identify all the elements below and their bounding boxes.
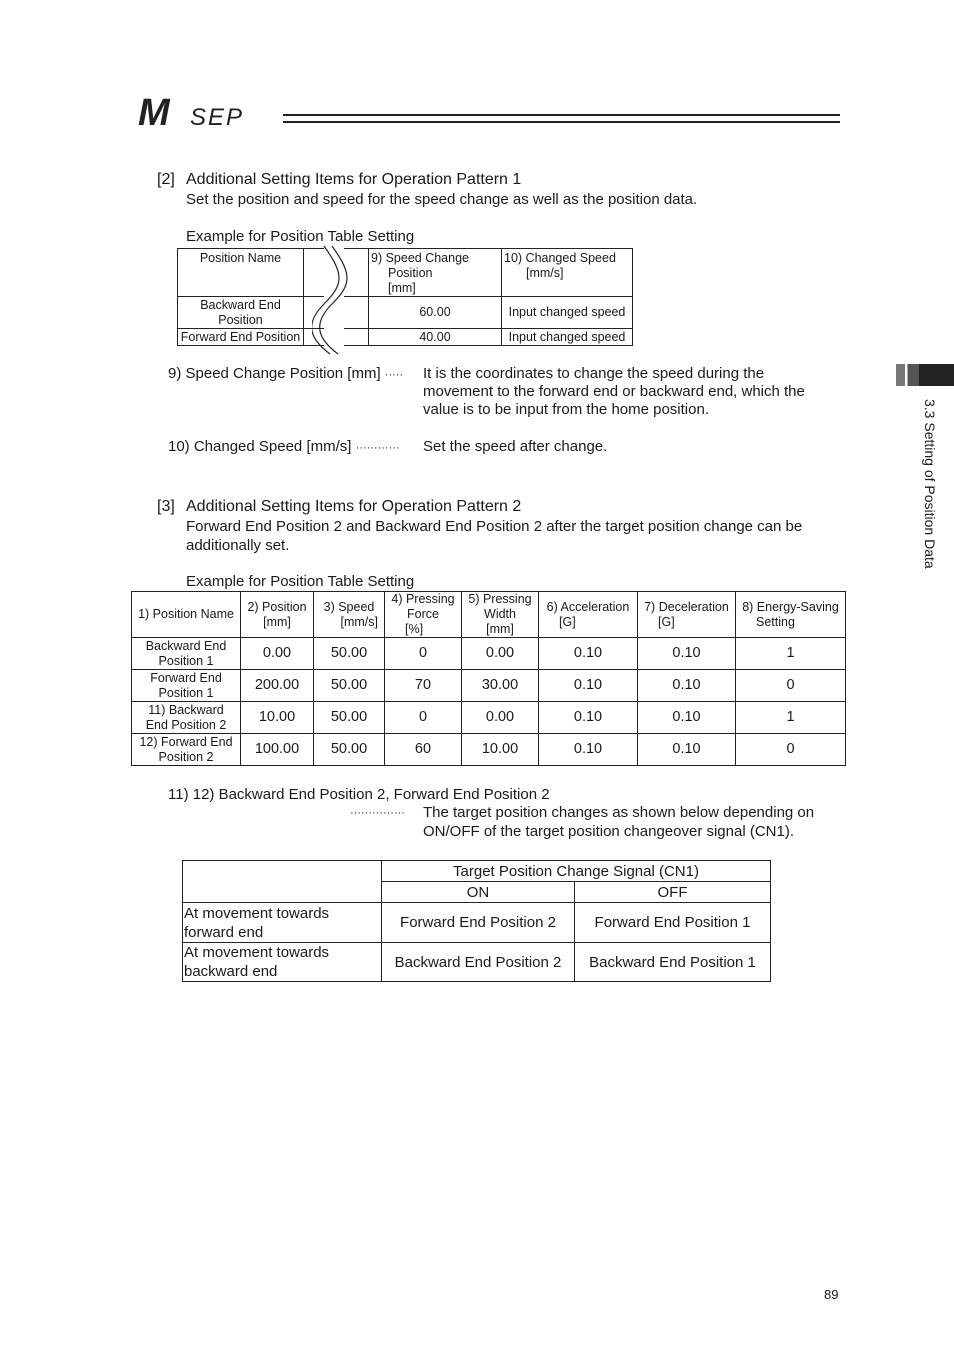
header-deceleration bbox=[638, 592, 736, 638]
table-row bbox=[183, 943, 771, 982]
cell-speed: 50.00 bbox=[314, 702, 385, 734]
cell-pressing-width: 30.00 bbox=[462, 670, 539, 702]
row-name bbox=[132, 670, 241, 702]
signal-row-label-l1: At movement towards bbox=[184, 904, 330, 922]
header-pressing-width bbox=[462, 592, 539, 638]
cell-pressing-force: 60 bbox=[385, 734, 462, 766]
signal-row-off: Forward End Position 1 bbox=[575, 903, 771, 943]
row-name bbox=[132, 638, 241, 670]
section3-number: [3] bbox=[157, 498, 175, 515]
cell-energy-saving: 1 bbox=[736, 702, 846, 734]
section2-number: [2] bbox=[157, 171, 175, 188]
signal-row-on: Forward End Position 2 bbox=[382, 903, 575, 943]
row-name-l2: Position 1 bbox=[158, 653, 214, 668]
signal-row-on: Backward End Position 2 bbox=[382, 943, 575, 982]
cell-speed: 50.00 bbox=[314, 734, 385, 766]
cell-deceleration: 0.10 bbox=[638, 702, 736, 734]
row-name bbox=[132, 702, 241, 734]
note10-line1: Set the speed after change. bbox=[423, 438, 608, 455]
section2-description: Set the position and speed for the speed change as well as the position data. bbox=[186, 191, 698, 208]
section2-title: Additional Setting Items for Operation Pattern 1 bbox=[186, 171, 522, 188]
position-table bbox=[131, 591, 846, 766]
cell-pressing-width: 10.00 bbox=[462, 734, 539, 766]
table-row bbox=[132, 734, 846, 766]
cell-pressing-force: 0 bbox=[385, 638, 462, 670]
cell-position: 200.00 bbox=[241, 670, 314, 702]
header-pressing-width-l2: Width bbox=[484, 607, 516, 621]
cell-acceleration: 0.10 bbox=[539, 670, 638, 702]
section3-title: Additional Setting Items for Operation Pattern 2 bbox=[186, 498, 522, 515]
position-table-header bbox=[132, 592, 846, 638]
row-name-l1: 11) Backward bbox=[148, 702, 224, 717]
header-speed-change-position bbox=[369, 249, 502, 297]
note9-dots: ····· bbox=[384, 369, 404, 381]
row-name bbox=[132, 734, 241, 766]
note11-term: 11) 12) Backward End Position 2, Forward End Position 2 bbox=[168, 786, 550, 803]
signal-table-header: Target Position Change Signal (CN1) bbox=[382, 861, 771, 882]
table-row bbox=[178, 297, 633, 329]
header-speed-change-l1: 9) Speed Change bbox=[371, 251, 469, 265]
signal-row-label bbox=[183, 943, 382, 982]
header-pressing-width-l3: [mm] bbox=[486, 622, 514, 636]
signal-row-label-l1: At movement towards bbox=[184, 944, 330, 961]
cell-acceleration: 0.10 bbox=[539, 638, 638, 670]
side-tab-marker-grey bbox=[896, 364, 919, 386]
signal-row-label-l2: forward end bbox=[184, 923, 264, 941]
cell-pressing-width: 0.00 bbox=[462, 638, 539, 670]
header-speed-l1: 3) Speed bbox=[323, 599, 375, 614]
header-pressing-force-l3: [%] bbox=[405, 622, 424, 636]
header-speed-change-l2: Position bbox=[388, 266, 433, 280]
note9-term bbox=[168, 364, 403, 385]
header-acceleration bbox=[539, 592, 638, 638]
row-name-l1: Backward End bbox=[145, 638, 227, 653]
header-deceleration-l1: 7) Deceleration bbox=[644, 599, 729, 614]
row-name-l2: Position 1 bbox=[158, 685, 214, 700]
cell-position: 0.00 bbox=[241, 638, 314, 670]
cell-energy-saving: 1 bbox=[736, 638, 846, 670]
header-speed-l2: [mm/s] bbox=[340, 614, 378, 629]
table-row bbox=[178, 329, 633, 346]
speed-change-table bbox=[177, 248, 633, 346]
row-name: Forward End Position bbox=[178, 329, 304, 346]
cell-position: 100.00 bbox=[241, 734, 314, 766]
row-position: 40.00 bbox=[369, 329, 502, 346]
row-speed: Input changed speed bbox=[502, 297, 633, 329]
cell-deceleration: 0.10 bbox=[638, 638, 736, 670]
header-deceleration-l2: [G] bbox=[658, 614, 675, 629]
table-row bbox=[183, 903, 771, 943]
note9-term-text: 9) Speed Change Position [mm] bbox=[168, 365, 381, 382]
cell-speed: 50.00 bbox=[314, 638, 385, 670]
cell-pressing-force: 0 bbox=[385, 702, 462, 734]
cell-deceleration: 0.10 bbox=[638, 670, 736, 702]
side-section-label: 3.3 Setting of Position Data bbox=[922, 399, 938, 569]
cell-acceleration: 0.10 bbox=[539, 702, 638, 734]
header-rule-top bbox=[283, 114, 840, 116]
row-name-l1: Backward End bbox=[200, 297, 281, 312]
section3-description-l2: additionally set. bbox=[186, 537, 290, 554]
row-name-l2: End Position 2 bbox=[145, 717, 227, 732]
header-changed-speed-l1: 10) Changed Speed bbox=[504, 251, 616, 265]
header-changed-speed-l2: [mm/s] bbox=[526, 266, 564, 280]
section3-description-l1: Forward End Position 2 and Backward End Position 2 after the target position change can be bbox=[186, 518, 803, 535]
header-position-l2: [mm] bbox=[263, 614, 291, 629]
cell-position: 10.00 bbox=[241, 702, 314, 734]
section3-example-label: Example for Position Table Setting bbox=[186, 573, 415, 590]
note9-line3: value is to be input from the home position. bbox=[423, 401, 709, 418]
logo-sub-text: SEP bbox=[190, 104, 245, 131]
signal-on-header: ON bbox=[382, 882, 575, 903]
signal-row-label bbox=[183, 903, 382, 943]
note11-line2: ON/OFF of the target position changeover signal (CN1). bbox=[423, 823, 795, 840]
logo-main-letter: M bbox=[138, 93, 170, 133]
header-energy-saving-l1: 8) Energy-Saving bbox=[742, 599, 839, 614]
side-tab-marker bbox=[919, 364, 954, 386]
table-row bbox=[132, 670, 846, 702]
row-name-l2: Position 2 bbox=[158, 749, 214, 764]
signal-row-label-l2: backward end bbox=[184, 963, 278, 980]
cell-acceleration: 0.10 bbox=[539, 734, 638, 766]
row-name-l1: Forward End bbox=[150, 670, 222, 685]
header-acceleration-l2: [G] bbox=[559, 614, 576, 629]
note9-line1: It is the coordinates to change the speed during the bbox=[423, 365, 765, 382]
header-position bbox=[241, 592, 314, 638]
cell-speed: 50.00 bbox=[314, 670, 385, 702]
table-row bbox=[132, 702, 846, 734]
header-pressing-force bbox=[385, 592, 462, 638]
header-speed-change-l3: [mm] bbox=[388, 281, 416, 295]
row-name-l2: Position bbox=[218, 312, 263, 327]
signal-row-off: Backward End Position 1 bbox=[575, 943, 771, 982]
header-position-name: 1) Position Name bbox=[132, 592, 241, 638]
row-name bbox=[178, 297, 304, 329]
header-pressing-force-l2: Force bbox=[407, 607, 439, 621]
row-position: 60.00 bbox=[369, 297, 502, 329]
row-speed: Input changed speed bbox=[502, 329, 633, 346]
cell-pressing-force: 70 bbox=[385, 670, 462, 702]
header-speed bbox=[314, 592, 385, 638]
header-acceleration-l1: 6) Acceleration bbox=[546, 599, 630, 614]
header-changed-speed bbox=[502, 249, 633, 297]
cell-pressing-width: 0.00 bbox=[462, 702, 539, 734]
note10-dots: ············ bbox=[355, 442, 400, 454]
header-position-name: Position Name bbox=[178, 249, 304, 297]
header-rule-bottom bbox=[283, 121, 840, 123]
header-pressing-force-l1: 4) Pressing bbox=[391, 592, 455, 606]
header-position-l1: 2) Position bbox=[247, 599, 307, 614]
row-name-l1: 12) Forward End bbox=[139, 734, 233, 749]
page-number: 89 bbox=[824, 1287, 839, 1302]
table-break-mark bbox=[312, 244, 362, 356]
note10-term bbox=[168, 437, 400, 458]
note11-line1: The target position changes as shown below depending on bbox=[423, 804, 815, 821]
note9-line2: movement to the forward end or backward end, which the bbox=[423, 383, 805, 400]
cell-energy-saving: 0 bbox=[736, 734, 846, 766]
cell-energy-saving: 0 bbox=[736, 670, 846, 702]
header-energy-saving bbox=[736, 592, 846, 638]
table-row bbox=[132, 638, 846, 670]
section2-example-label: Example for Position Table Setting bbox=[186, 228, 415, 245]
header-pressing-width-l1: 5) Pressing bbox=[468, 592, 532, 606]
header-energy-saving-l2: Setting bbox=[756, 614, 795, 629]
note11-dots: ··············· bbox=[350, 807, 405, 819]
note10-term-text: 10) Changed Speed [mm/s] bbox=[168, 438, 352, 455]
signal-table-corner bbox=[183, 861, 382, 903]
signal-off-header: OFF bbox=[575, 882, 771, 903]
signal-table bbox=[182, 860, 771, 982]
cell-deceleration: 0.10 bbox=[638, 734, 736, 766]
msep-logo bbox=[138, 93, 278, 133]
